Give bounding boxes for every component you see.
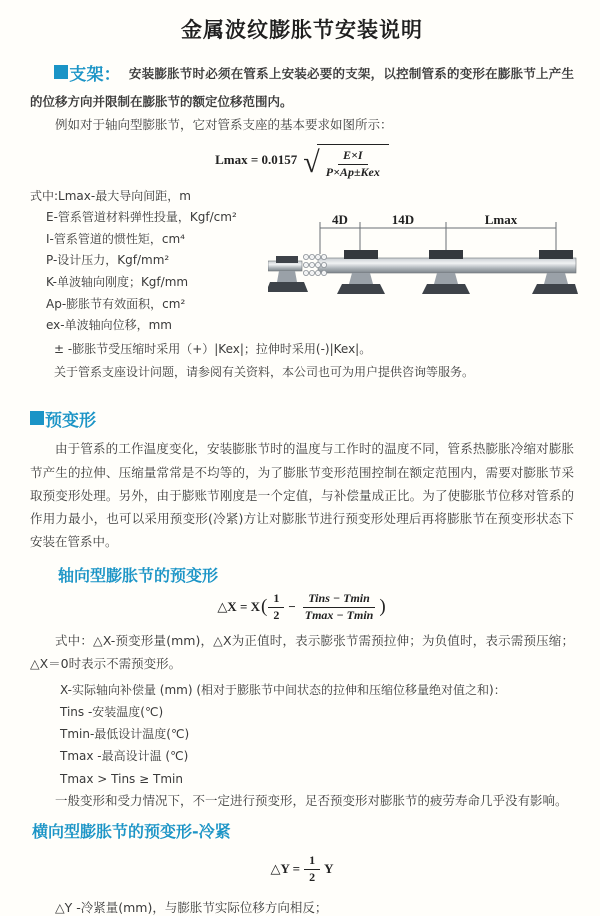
- radicand-fraction: [321, 149, 385, 180]
- dim-label-4d: 4D: [332, 211, 348, 227]
- fraction-numerator: 1: [304, 854, 320, 870]
- page-title: 金属波纹膨胀节安装说明: [181, 18, 423, 42]
- pipe-support-diagram-svg: [268, 212, 578, 308]
- dimension-lines: [320, 222, 556, 254]
- definition-item: I-管系管道的惯性矩，cm⁴: [46, 231, 185, 246]
- lateral-note: △Y -冷紧量(mm)，与膨胀节实际位移方向相反；: [55, 900, 328, 916]
- definition-item: 式中:Lmax-最大导向间距，m: [30, 188, 191, 203]
- pipe-support-diagram: [268, 212, 578, 337]
- axial-explain: 式中：△X-预变形量(mm)，△X为正值时，表示膨张节需预拉伸；为负值时，表示需预压缩；△X＝0时表示不需预变形。: [30, 632, 574, 671]
- definition-item: Ap-膨胀节有效面积，cm²: [46, 296, 186, 311]
- definition-item: P-设计压力，Kgf/mm²: [46, 253, 170, 268]
- axial-subheading: 轴向型膨胀节的预变形: [58, 566, 219, 586]
- formula-suffix: Y: [324, 861, 334, 877]
- definition-item: ex-单波轴向位移，mm: [46, 318, 172, 333]
- axial-definition-line: X-实际轴向补偿量 (mm) (相对于膨胀节中间状态的拉伸和压缩位移量绝对值之和)：: [60, 682, 506, 697]
- fraction-denominator: Tmax − Tmin: [304, 607, 374, 622]
- definition-item: K-单波轴向刚度；Kgf/mm: [46, 275, 189, 290]
- variable-definition-list: [30, 186, 268, 337]
- bellows-icon: [303, 254, 326, 275]
- formula-prefix: △Y =: [270, 861, 301, 877]
- dim-label-14d: 14D: [391, 211, 415, 227]
- fraction-numerator: Tins − Tmin: [303, 592, 375, 608]
- support-section-lead: [30, 60, 574, 113]
- minus-operator: −: [288, 599, 296, 615]
- support-intro-text: 安装膨胀节时必须在管系上安装必要的支架，以控制管系的变形在膨胀节上产生的位移方向并限制在膨胀节的额定位移范围内。: [30, 66, 574, 109]
- sqrt-symbol: √: [303, 145, 320, 179]
- support-section-heading: 支架：: [69, 65, 121, 85]
- section-square-icon: [54, 65, 68, 79]
- predeform-paragraph: 由于管系的工作温度变化，安装膨胀节时的温度与工作时的温度不同，管系热膨胀冷缩对膨胀节产生的拉伸、压缩量常常是不均等的，为了膨胀节变形范围控制在额定范围内，需要对膨胀节采取预变形处理。另外，由于膨账节刚度是一个定值，与补偿量成正比。为了使膨胀节位移对管系的作用力最小，也可以采用预变形(冷紧)方让对膨胀节进行预变形处理后再将膨胀节在预变形状态下安装在管系中。: [30, 441, 574, 549]
- support-example-line: 例如对于轴向型膨胀节，它对管系支座的基本要求如图所示：: [55, 117, 393, 133]
- half-fraction: [268, 592, 284, 623]
- fraction-denominator: P×Ap±Kex: [325, 164, 380, 179]
- fraction-denominator: 2: [309, 869, 316, 884]
- definitions-and-diagram: [30, 186, 574, 337]
- radicand: [317, 144, 389, 180]
- predeform-section-heading: [30, 402, 574, 431]
- close-paren: ): [379, 596, 386, 618]
- axial-definition-line: Tmin-最低设计温度(℃): [60, 727, 190, 742]
- formula-lhs: Lmax = 0.0157: [215, 152, 298, 168]
- axial-definition-line: Tins -安装温度(℃): [60, 705, 164, 720]
- dim-label-lmax: Lmax: [484, 211, 518, 227]
- fraction-numerator: 1: [268, 592, 284, 608]
- fraction-denominator: 2: [273, 607, 280, 622]
- predeform-heading-label: 预变形: [45, 411, 96, 432]
- main-pipe: [318, 258, 576, 273]
- axial-predeform-formula: [30, 592, 574, 623]
- formula-prefix: △X = X: [217, 599, 260, 615]
- open-paren: (: [261, 596, 268, 618]
- plus-minus-note: ± -膨胀节受压缩时采用（+）|Kex|；拉伸时采用(-)|Kex|。: [54, 341, 372, 356]
- definition-item: E-管系管道材料弹性投量，Kgf/cm²: [46, 210, 237, 225]
- lateral-coldspring-formula: [30, 854, 574, 885]
- section-square-icon: [30, 411, 44, 425]
- fraction-numerator: E×I: [338, 149, 368, 165]
- guide-spacing-formula: [30, 141, 574, 180]
- axial-definition-line: Tmax > Tins ≥ Tmin: [60, 771, 183, 786]
- temperature-fraction: [300, 592, 379, 623]
- axial-general-note: 一般变形和受力情况下，不一定进行预变形，足否预变形对膨胀节的疲劳寿命几乎没有影响。: [55, 792, 568, 808]
- axial-definition-line: Tmax -最高设计温 (℃): [60, 749, 189, 764]
- half-fraction: [304, 854, 320, 885]
- consult-note: 关于管系支座设计问题，请参阅有关资料，本公司也可为用户提供咨询等服务。: [54, 365, 475, 380]
- lateral-subheading: 横向型膨胀节的预变形-冷紧: [32, 821, 231, 841]
